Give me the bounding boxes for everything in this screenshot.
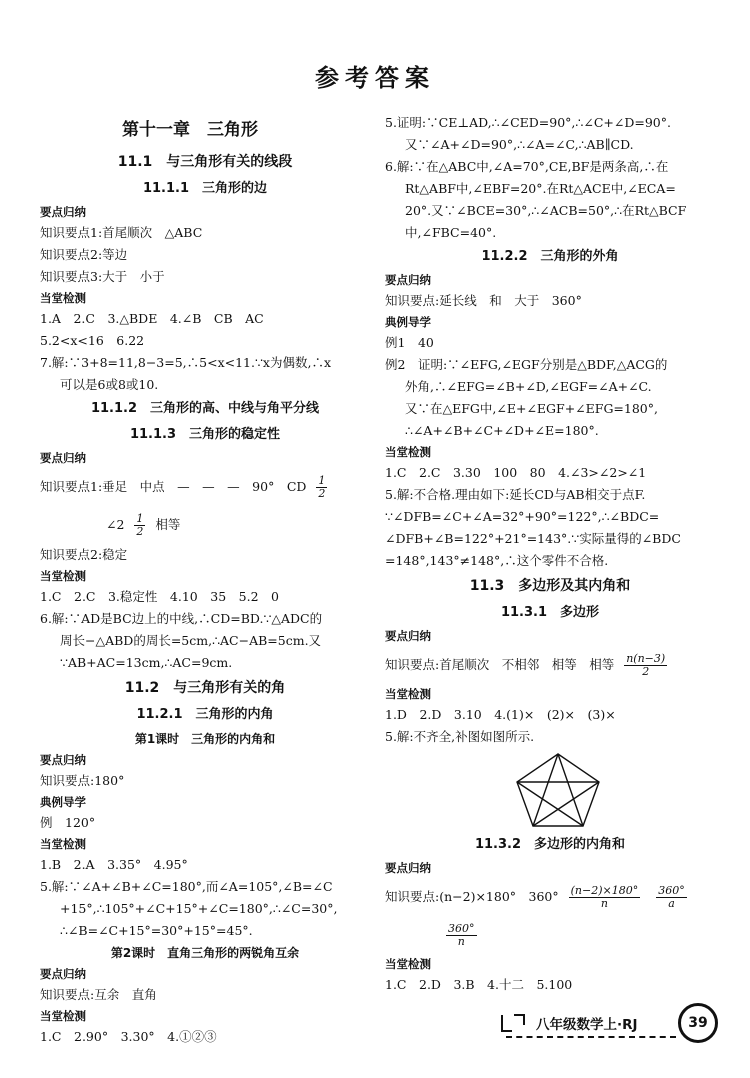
answer-line: 例 120° — [40, 815, 96, 830]
fraction — [446, 923, 477, 948]
answer-text: 相等 — [155, 517, 181, 532]
fraction-numerator: (n−2)×180° — [570, 884, 639, 897]
section-heading: 11.1 与三角形有关的线段 — [117, 154, 293, 170]
page-number: 39 — [678, 1003, 718, 1043]
label-heading: 当堂检测 — [385, 445, 431, 459]
label-heading: 要点归纳 — [385, 273, 431, 287]
answer-line — [40, 506, 370, 544]
answer-line: ∴∠A+∠B+∠C+∠D+∠E=180°. — [405, 423, 599, 438]
fraction — [134, 513, 145, 538]
answer-line: 知识要点:180° — [40, 773, 125, 788]
answer-line: 7.解:∵3+8=11,8−3=5,∴5<x<11.∵x为偶数,∴x — [40, 355, 332, 370]
label-heading: 当堂检测 — [385, 957, 431, 971]
pentagon-diagram — [513, 750, 603, 830]
answer-line: 知识要点:互余 直角 — [40, 987, 157, 1002]
answer-line: 6.解:∵AD是BC边上的中线,∴CD=BD.∵△ADC的 — [40, 611, 323, 626]
section-heading: 11.3 多边形及其内角和 — [469, 578, 631, 594]
answer-line: 又∵在△EFG中,∠E+∠EGF+∠EFG=180°, — [405, 401, 658, 416]
answer-line: 5.证明:∵CE⊥AD,∴∠CED=90°,∴∠C+∠D=90°. — [385, 115, 671, 130]
answer-line: 1.C 2.C 3.30 100 80 4.∠3>∠2>∠1 — [385, 465, 647, 480]
answer-line: 外角,∴∠EFG=∠B+∠D,∠EGF=∠A+∠C. — [405, 379, 652, 394]
answer-text: 知识要点1:垂足 中点 — — — 90° CD — [40, 479, 307, 494]
label-heading: 要点归纳 — [385, 629, 431, 643]
right-column — [385, 112, 715, 996]
label-heading: 典例导学 — [385, 315, 431, 329]
chapter-heading: 第十一章 三角形 — [122, 120, 258, 140]
answer-line: 5.2<x<16 6.22 — [40, 333, 145, 348]
answer-line: 知识要点:延长线 和 大于 360° — [385, 293, 582, 308]
answer-line: 知识要点1:首尾顺次 △ABC — [40, 225, 203, 240]
subsection-heading: 11.1.3 三角形的稳定性 — [129, 427, 281, 442]
fraction-numerator: 360° — [448, 922, 475, 935]
fraction-numerator: n(n−3) — [626, 652, 666, 665]
answer-line: 5.解:∵∠A+∠B+∠C=180°,而∠A=105°,∠B=∠C — [40, 879, 333, 894]
answer-line: 知识要点2:等边 — [40, 247, 128, 262]
answer-line: 1.D 2.D 3.10 4.(1)× (2)× (3)× — [385, 707, 616, 722]
label-heading: 要点归纳 — [40, 967, 86, 981]
answer-text: 知识要点:(n−2)×180° 360° — [385, 889, 559, 904]
answer-line: 1.C 2.90° 3.30° 4.①②③ — [40, 1029, 217, 1044]
answer-line: 1.A 2.C 3.△BDE 4.∠B CB AC — [40, 311, 264, 326]
answer-line: 例2 证明:∵∠EFG,∠EGF分别是△BDF,△ACG的 — [385, 357, 668, 372]
answer-line: 又∵∠A+∠D=90°,∴∠A=∠C,∴AB∥CD. — [405, 137, 634, 152]
answer-line: 20°.又∵∠BCE=30°,∴∠ACB=50°,∴在Rt△BCF — [405, 203, 687, 218]
answer-line: 1.B 2.A 3.35° 4.95° — [40, 857, 188, 872]
answer-line — [40, 468, 370, 506]
answer-line: +15°,∴105°+∠C+15°+∠C=180°,∴∠C=30°, — [60, 901, 338, 916]
page-title: 参考答案 — [315, 64, 435, 92]
answer-line — [385, 916, 715, 954]
answer-line: 例1 40 — [385, 335, 434, 350]
subsection-heading: 11.3.2 多边形的内角和 — [474, 837, 626, 852]
answer-line — [385, 646, 715, 684]
fraction-denominator: n — [600, 897, 608, 910]
label-heading: 当堂检测 — [40, 291, 86, 305]
answer-line: =148°,143°≠148°,∴这个零件不合格. — [385, 553, 609, 568]
fraction — [624, 653, 667, 678]
answer-line: ∵∠DFB=∠C+∠A=32°+90°=122°,∴∠BDC= — [385, 509, 660, 524]
label-heading: 当堂检测 — [385, 687, 431, 701]
answer-line: 知识要点2:稳定 — [40, 547, 128, 562]
fraction — [316, 475, 327, 500]
answer-line: 可以是6或8或10. — [60, 377, 159, 392]
answer-line: 5.解:不合格.理由如下:延长CD与AB相交于点F. — [385, 487, 646, 502]
label-heading: 要点归纳 — [40, 753, 86, 767]
label-heading: 要点归纳 — [40, 451, 86, 465]
pentagon-figure — [385, 748, 715, 832]
fraction-denominator: n — [457, 935, 465, 948]
answer-text: ∠2 — [106, 517, 125, 532]
answer-text: 知识要点:首尾顺次 不相邻 相等 相等 — [385, 657, 615, 672]
subsection-heading: 11.2.1 三角形的内角 — [136, 707, 274, 722]
answer-line: ∵AB+AC=13cm,∴AC=9cm. — [60, 655, 233, 670]
answer-line: ∴∠B=∠C+15°=30°+15°=45°. — [60, 923, 253, 938]
bracket-ornament-icon — [500, 1013, 530, 1033]
fraction — [656, 885, 687, 910]
answer-line: 1.C 2.C 3.稳定性 4.10 35 5.2 0 — [40, 589, 279, 604]
label-heading: 要点归纳 — [385, 861, 431, 875]
fraction — [569, 885, 641, 910]
answer-line: 周长−△ABD的周长=5cm,∴AC−AB=5cm.又 — [60, 633, 322, 648]
fraction-denominator: 2 — [642, 665, 650, 678]
fraction-numerator: 1 — [136, 512, 144, 525]
book-label: 八年级数学上·RJ — [536, 1017, 638, 1033]
lesson-heading: 第2课时 直角三角形的两锐角互余 — [110, 946, 300, 960]
footer-divider — [506, 1036, 676, 1038]
answer-line: 知识要点3:大于 小于 — [40, 269, 165, 284]
subsection-heading: 11.3.1 多边形 — [500, 605, 600, 620]
answer-line: 1.C 2.D 3.B 4.十二 5.100 — [385, 977, 573, 992]
answer-line — [385, 878, 715, 916]
answer-line: 中,∠FBC=40°. — [405, 225, 497, 240]
fraction-denominator: 2 — [136, 525, 144, 538]
label-heading: 当堂检测 — [40, 569, 86, 583]
section-heading: 11.2 与三角形有关的角 — [124, 680, 286, 696]
subsection-heading: 11.1.1 三角形的边 — [142, 181, 268, 196]
fraction-numerator: 1 — [318, 474, 326, 487]
answer-line: Rt△ABF中,∠EBF=20°.在Rt△ACE中,∠ECA= — [405, 181, 676, 196]
answer-line: 6.解:∵在△ABC中,∠A=70°,CE,BF是两条高,∴在 — [385, 159, 669, 174]
fraction-numerator: 360° — [658, 884, 685, 897]
label-heading: 典例导学 — [40, 795, 86, 809]
answer-line: 5.解:不齐全,补图如图所示. — [385, 729, 535, 744]
subsection-heading: 11.2.2 三角形的外角 — [481, 249, 619, 264]
fraction-denominator: a — [668, 897, 675, 910]
page-footer — [500, 1003, 720, 1043]
label-heading: 要点归纳 — [40, 205, 86, 219]
label-heading: 当堂检测 — [40, 1009, 86, 1023]
fraction-denominator: 2 — [318, 487, 326, 500]
left-column — [40, 112, 370, 1048]
answer-line: ∠DFB+∠B=122°+21°=143°.∵实际量得的∠BDC — [385, 531, 681, 546]
subsection-heading: 11.1.2 三角形的高、中线与角平分线 — [90, 401, 320, 416]
label-heading: 当堂检测 — [40, 837, 86, 851]
lesson-heading: 第1课时 三角形的内角和 — [134, 732, 276, 746]
